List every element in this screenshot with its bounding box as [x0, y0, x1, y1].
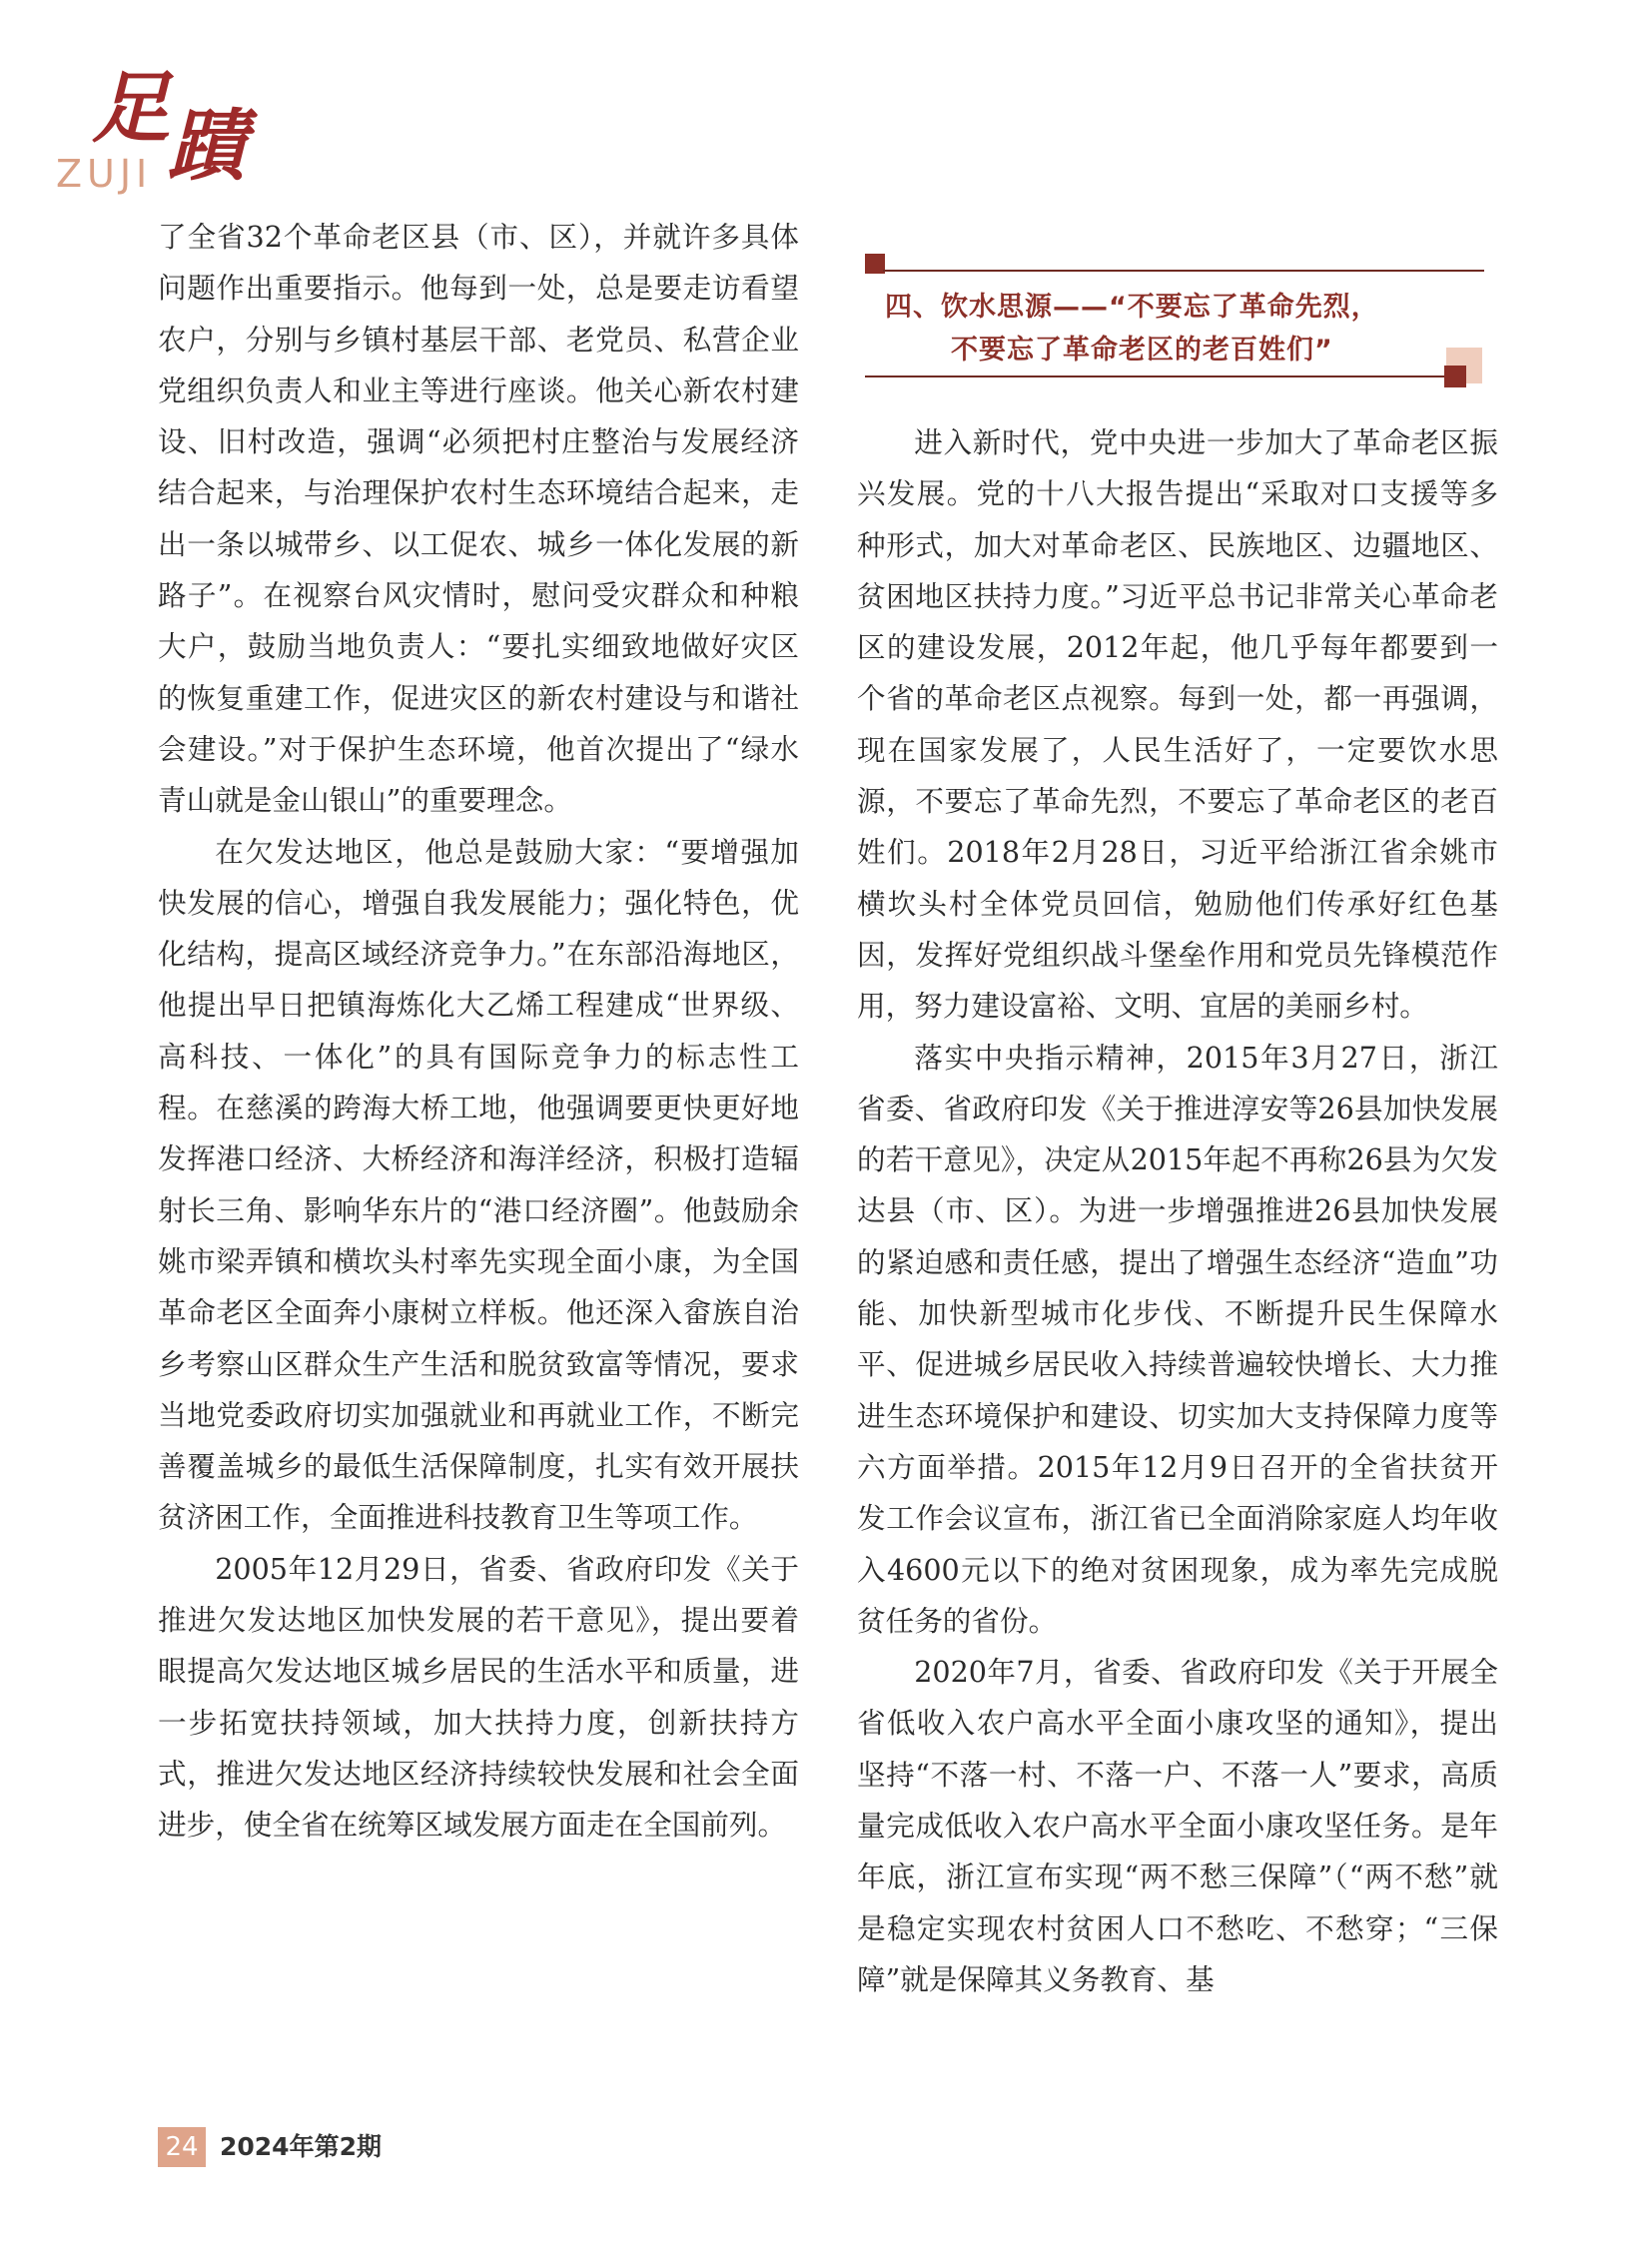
- heading-bottom-rule: [865, 375, 1448, 377]
- section-heading: [885, 286, 1444, 372]
- section-heading-box: [865, 248, 1484, 387]
- logo-char-1: 足: [92, 63, 165, 154]
- heading-top-rule: [883, 270, 1484, 272]
- logo-english: ZUJI: [56, 152, 153, 196]
- right-paragraph-1: 进入新时代，党中央进一步加大了革命老区振兴发展。党的十八大报告提出“采取对口支援等多种形式，加大对革命老区、民族地区、边疆地区、贫困地区扶持力度。”习近平总书记非常关心革命老区的建设发展，2012年起，他几乎每年都要到一个省的革命老区点视察。每到一处，都一再强调，现在国家发展了，人民生活好了，一定要饮水思源，不要忘了革命先烈，不要忘了革命老区的老百姓们。2018年2月28日，习近平给浙江省余姚市横坎头村全体党员回信，勉励他们传承好红色基因，发挥好党组织战斗堡垒作用和党员先锋模范作用，努力建设富裕、文明、宜居的美丽乡村。: [857, 425, 1498, 1024]
- magazine-logo: [52, 63, 252, 200]
- left-paragraph-3: 2005年12月29日，省委、省政府印发《关于推进欠发达地区加快发展的若干意见》，提出要着眼提高欠发达地区城乡居民的生活水平和质量，进一步拓宽扶持领域，加大扶持力度，创新扶持方式，推进欠发达地区经济持续较快发展和社会全面进步，使全省在统筹区域发展方面走在全国前列。: [158, 1551, 799, 1843]
- left-paragraph-2: 在欠发达地区，他总是鼓励大家：“要增强加快发展的信心，增强自我发展能力；强化特色，优化结构，提高区域经济竞争力。”在东部沿海地区，他提出早日把镇海炼化大乙烯工程建成“世界级、高科技、一体化”的具有国际竞争力的标志性工程。在慈溪的跨海大桥工地，他强调要更快更好地发挥港口经济、大桥经济和海洋经济，积极打造辐射长三角、影响华东片的“港口经济圈”。他鼓励余姚市梁弄镇和横坎头村率先实现全面小康，为全国革命老区全面奔小康树立样板。他还深入畲族自治乡考察山区群众生产生活和脱贫致富等情况，要求当地党委政府切实加强就业和再就业工作，不断完善覆盖城乡的最低生活保障制度，扎实有效开展扶贫济困工作，全面推进科技教育卫生等项工作。: [158, 834, 799, 1535]
- heading-corner-square-dark: [1444, 366, 1466, 387]
- left-paragraph-1: 了全省32个革命老区县（市、区），并就许多具体问题作出重要指示。他每到一处，总是要走访看望农户，分别与乡镇村基层干部、老党员、私营企业党组织负责人和业主等进行座谈。他关心新农村建设、旧村改造，强调“必须把村庄整治与发展经济结合起来，与治理保护农村生态环境结合起来，走出一条以城带乡、以工促农、城乡一体化发展的新路子”。在视察台风灾情时，慰问受灾群众和种粮大户，鼓励当地负责人：“要扎实细致地做好灾区的恢复重建工作，促进灾区的新农村建设与和谐社会建设。”对于保护生态环境，他首次提出了“绿水青山就是金山银山”的重要理念。: [158, 220, 799, 818]
- logo-char-2: 蹟: [168, 101, 241, 192]
- heading-corner-square: [865, 254, 885, 274]
- issue-label: 2024年第2期: [220, 2132, 382, 2161]
- right-paragraph-3: 2020年7月，省委、省政府印发《关于开展全省低收入农户高水平全面小康攻坚的通知》，提出坚持“不落一村、不落一户、不落一人”要求，高质量完成低收入农户高水平全面小康攻坚任务。是年年底，浙江宣布实现“两不愁三保障”（“两不愁”就是稳定实现农村贫困人口不愁吃、不愁穿；“三保障”就是保障其义务教育、基: [857, 1655, 1498, 1996]
- right-column: [857, 417, 1498, 2005]
- left-column: [158, 212, 799, 1852]
- section-heading-line-1: 四、饮水思源——“不要忘了革命先烈，: [885, 292, 1379, 323]
- right-paragraph-2: 落实中央指示精神，2015年3月27日，浙江省委、省政府印发《关于推进淳安等26县加快发展的若干意见》，决定从2015年起不再称26县为欠发达县（市、区）。为进一步增强推进26县加快发展的紧迫感和责任感，提出了增强生态经济“造血”功能、加快新型城市化步伐、不断提升民生保障水平、促进城乡居民收入持续普遍较快增长、大力推进生态环境保护和建设、切实加大支持保障力度等六方面举措。2015年12月9日召开的全省扶贫开发工作会议宣布，浙江省已全面消除家庭人均年收入4600元以下的绝对贫困现象，成为率先完成脱贫任务的省份。: [857, 1040, 1498, 1638]
- section-heading-line-2: 不要忘了革命老区的老百姓们”: [951, 335, 1333, 366]
- page-number: 24: [158, 2127, 206, 2167]
